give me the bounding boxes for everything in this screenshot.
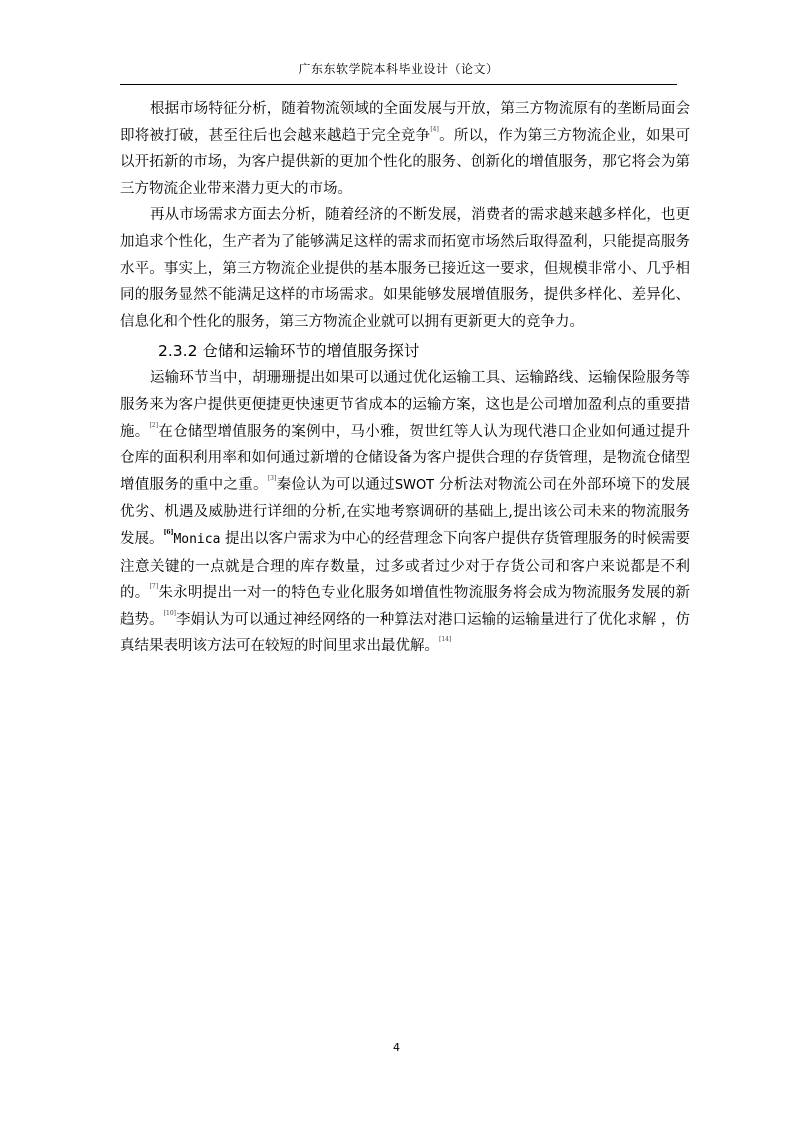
paragraph-text: 秦俭认为可以通过 [276, 476, 395, 493]
paragraph-text: 运输环节当中，胡珊珊提出如果可以通过优化运输工具、运输路线、运输保险服务等服务来为客户提供更便捷更快速更节省成本的运输方案，这也是公司增加盈利点的重要措施。 [120, 370, 690, 440]
citation: [2] [149, 421, 159, 429]
citation: [7] [149, 583, 159, 591]
citation: [4] [430, 125, 439, 133]
paragraph-text: 在仓储型增值服务的案例中，马小雅，贺世红等人认为现代港口企业如何通过提升仓库的面积利用率和如何通过新增的仓储设备为客户提供合理的存货管理，是物流仓储型增值服务的重中之重。 [120, 423, 691, 493]
header-divider [120, 84, 677, 85]
citation: [6] [163, 528, 174, 536]
citation: [3] [267, 474, 277, 482]
page-number: 4 [393, 1041, 400, 1054]
paragraph-market-demand [120, 202, 690, 335]
paragraph-text: 分析法对物流公司在外部环境下的发展优劣、机遇及威胁进行详细的分析,在实地考察调研的基础上,提出该公司未来的物流服务发展。 [120, 476, 691, 547]
paragraph-text: 根据市场特征分析，随着物流领域的全面发展与开放，第三方物流原有的垄断局面会即将被打破，甚至往后也会越来越趋于完全竞争 [120, 101, 690, 144]
page-header: 广东东软学院本科毕业设计（论文） [298, 62, 499, 76]
paragraph-text: 朱永明提出一对一的特色专业化服务如增值性物流服务将会成为物流服务发展的新趋势。 [120, 585, 691, 628]
paragraph-text: 。所以，作为第三方物流企业，如果可以开拓新的市场，为客户提供新的更加个性化的服务、创新化的增值服务，那它将会为第三方物流企业带来潜力更大的市场。 [120, 127, 691, 197]
paragraph-text: 提出以客户需求为中心的经营理念下向客户提供存货管理服务的时候需要注意关键的一点就是合理的库存数量，过多或者过少对于存货公司和客户来说都是不利的。 [120, 530, 690, 602]
page-body [120, 96, 690, 660]
paragraph-transport-warehouse [120, 365, 690, 660]
paragraph-text: 李娟认为可以通过神经网络的一种算法对港口运输的运输量进行了优化求解 ，仿真结果表明该方法可在较短的时间里求出最优解。 [120, 611, 691, 655]
citation: [14] [439, 636, 452, 644]
citation: [10] [163, 609, 176, 617]
swot-term: SWOT [394, 477, 435, 493]
author-name: Monica [173, 531, 221, 547]
paragraph-text: 再从市场需求方面去分析，随着经济的不断发展，消费者的需求越来越多样化，也更加追求个性化，生产者为了能够满足这样的需求而拓宽市场然后取得盈利，只能提高服务水平。事实上，第三方物流企业提供的基本服务已接近这一要求，但规模非常小、几乎相同的服务显然不能满足这样的市场需求。如果能够发展增值服务，提供多样化、差异化、信息化和个性化的服务，第三方物流企业就可以拥有更新更大的竞争力。 [120, 207, 690, 330]
section-heading: 2.3.2 仓储和运输环节的增值服务探讨 [158, 342, 420, 361]
paragraph-market-features [120, 96, 690, 202]
